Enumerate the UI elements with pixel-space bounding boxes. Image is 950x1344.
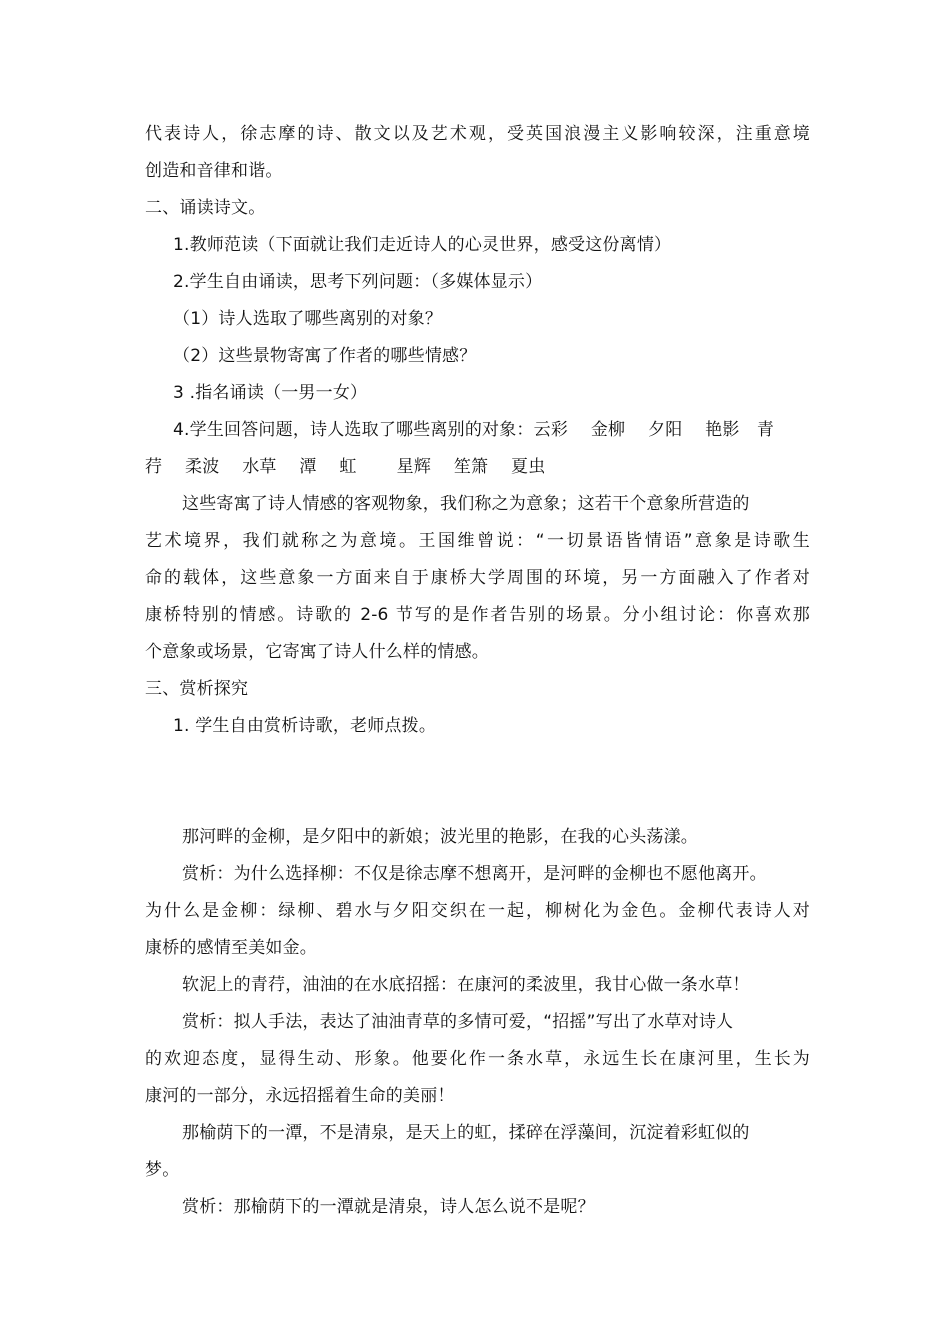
poem-quote-line: 软泥上的青荇，油油的在水底招摇：在康河的柔波里，我甘心做一条水草！: [182, 975, 750, 995]
list-item: 1.教师范读（下面就让我们走近诗人的心灵世界，感受这份离情）: [173, 235, 672, 255]
analysis-line: 的欢迎态度，显得生动、形象。他要化作一条水草，永远生长在康河里，生长为: [145, 1049, 810, 1069]
analysis-line: 赏析：为什么选择柳：不仅是徐志摩不想离开，是河畔的金柳也不愿他离开。: [182, 864, 767, 884]
list-item: 3 .指名诵读（一男一女）: [173, 383, 368, 403]
poem-quote-line: 那榆荫下的一潭，不是清泉，是天上的虹，揉碎在浮藻间，沉淀着彩虹似的: [182, 1123, 750, 1143]
list-item: 4.学生回答问题，诗人选取了哪些离别的对象：云彩 金柳 夕阳 艳影 青: [173, 420, 775, 440]
list-item: 2.学生自由诵读，思考下列问题：（多媒体显示）: [173, 272, 543, 292]
analysis-line: 赏析：拟人手法，表达了油油青草的多情可爱，“招摇”写出了水草对诗人: [182, 1012, 734, 1032]
poem-quote-line: 那河畔的金柳，是夕阳中的新娘；波光里的艳影，在我的心头荡漾。: [182, 827, 698, 847]
analysis-line: 康桥的感情至美如金。: [145, 938, 317, 958]
analysis-line: 康河的一部分，永远招摇着生命的美丽！: [145, 1086, 455, 1106]
paragraph-line: 命的载体，这些意象一方面来自于康桥大学周围的环境，另一方面融入了作者对: [145, 568, 810, 588]
paragraph-line: 创造和音律和谐。: [145, 161, 283, 181]
sub-list-item: （2）这些景物寄寓了作者的哪些情感？: [173, 346, 477, 366]
paragraph-line: 荇 柔波 水草 潭 虹 星辉 笙箫 夏虫: [145, 457, 546, 477]
section-heading: 二、诵读诗文。: [145, 198, 266, 218]
sub-list-item: （1）诗人选取了哪些离别的对象？: [173, 309, 443, 329]
document-body: [145, 116, 810, 1226]
paragraph-line: 艺术境界，我们就称之为意境。王国维曾说：“一切景语皆情语”意象是诗歌生: [145, 531, 810, 551]
paragraph-line: 代表诗人，徐志摩的诗、散文以及艺术观，受英国浪漫主义影响较深，注重意境: [145, 124, 810, 144]
analysis-line: 赏析：那榆荫下的一潭就是清泉，诗人怎么说不是呢？: [182, 1197, 595, 1217]
list-item: 1. 学生自由赏析诗歌，老师点拨。: [173, 716, 437, 736]
analysis-line: 为什么是金柳：绿柳、碧水与夕阳交织在一起，柳树化为金色。金柳代表诗人对: [145, 901, 810, 921]
section-heading: 三、赏析探究: [145, 679, 249, 699]
paragraph-line: 个意象或场景，它寄寓了诗人什么样的情感。: [145, 642, 489, 662]
paragraph-line: 康桥特别的情感。诗歌的 2-6 节写的是作者告别的场景。分小组讨论：你喜欢那: [145, 605, 810, 625]
poem-quote-line: 梦。: [145, 1160, 180, 1180]
paragraph-line: 这些寄寓了诗人情感的客观物象，我们称之为意象；这若干个意象所营造的: [182, 494, 750, 514]
blank-line: [145, 745, 810, 819]
